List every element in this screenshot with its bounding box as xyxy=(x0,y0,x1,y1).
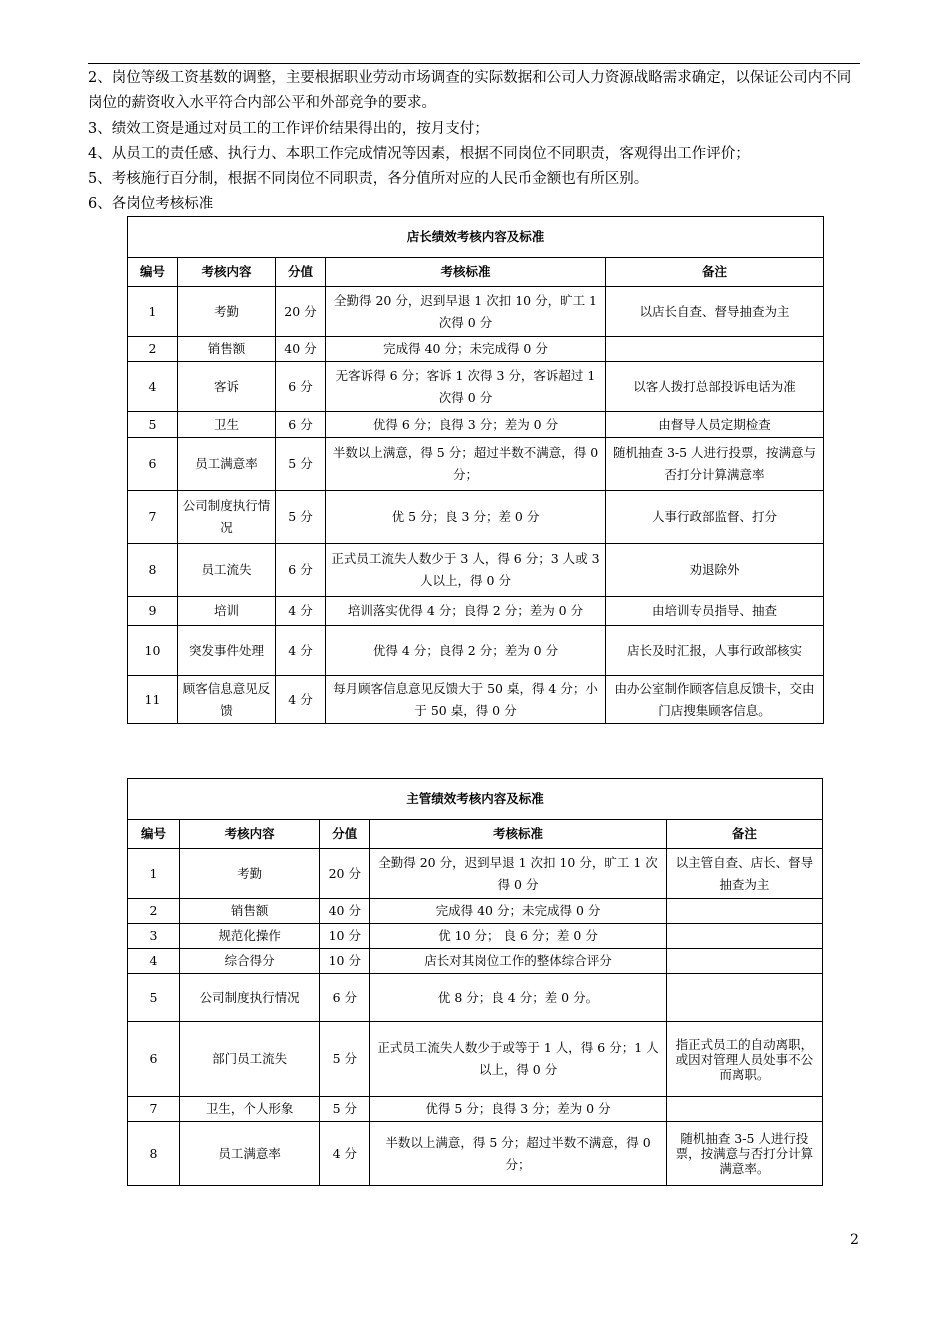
table-cell: 培训 xyxy=(178,597,276,626)
paragraph-2: 2、岗位等级工资基数的调整，主要根据职业劳动市场调查的实际数据和公司人力资源战略需求确定，以保证公司内不同岗位的薪资收入水平符合内部公平和外部竞争的要求。 xyxy=(88,70,852,111)
column-header: 备注 xyxy=(606,258,824,287)
table-cell: 规范化操作 xyxy=(180,924,320,949)
table-cell: 优得 6 分；良得 3 分；差为 0 分 xyxy=(326,412,606,438)
column-header: 分值 xyxy=(320,820,370,849)
table-cell: 6 xyxy=(128,438,178,491)
table-cell: 1 xyxy=(128,287,178,337)
paragraph-4: 4、从员工的责任感、执行力、本职工作完成情况等因素，根据不同岗位不同职责，客观得出工作评价； xyxy=(88,146,750,162)
table-cell: 客诉 xyxy=(178,362,276,412)
table-cell: 公司制度执行情况 xyxy=(180,974,320,1022)
table-cell: 销售额 xyxy=(178,337,276,362)
table-cell: 人事行政部监督、打分 xyxy=(606,491,824,544)
table-cell: 由督导人员定期检查 xyxy=(606,412,824,438)
store-manager-table xyxy=(127,216,824,724)
table-cell: 4 分 xyxy=(276,626,326,676)
table-cell: 4 xyxy=(128,949,180,974)
table-cell xyxy=(666,924,822,949)
table-cell: 卫生，个人形象 xyxy=(180,1097,320,1122)
table-caption: 主管绩效考核内容及标准 xyxy=(128,779,823,820)
table-cell: 6 分 xyxy=(276,412,326,438)
column-header: 考核内容 xyxy=(178,258,276,287)
table-cell: 5 xyxy=(128,412,178,438)
table-cell: 11 xyxy=(128,676,178,724)
table-cell: 6 分 xyxy=(276,362,326,412)
table-cell: 4 xyxy=(128,362,178,412)
table-cell: 每月顾客信息意见反馈大于 50 桌，得 4 分；小于 50 桌，得 0 分 xyxy=(326,676,606,724)
table-row xyxy=(128,1022,823,1097)
table-cell: 员工流失 xyxy=(178,544,276,597)
table-cell: 完成得 40 分；未完成得 0 分 xyxy=(326,337,606,362)
table-cell: 全勤得 20 分，迟到早退 1 次扣 10 分，旷工 1 次得 0 分 xyxy=(326,287,606,337)
table-cell: 店长及时汇报，人事行政部核实 xyxy=(606,626,824,676)
table-cell: 员工满意率 xyxy=(180,1122,320,1186)
table-cell: 10 分 xyxy=(320,949,370,974)
table-row xyxy=(128,412,824,438)
table-cell: 全勤得 20 分，迟到早退 1 次扣 10 分，旷工 1 次得 0 分 xyxy=(370,849,666,899)
paragraph-3: 3、绩效工资是通过对员工的工作评价结果得出的，按月支付； xyxy=(88,121,489,137)
table-row xyxy=(128,438,824,491)
table-cell: 半数以上满意，得 5 分；超过半数不满意，得 0 分； xyxy=(370,1122,666,1186)
table-cell: 6 分 xyxy=(320,974,370,1022)
table-cell: 1 xyxy=(128,849,180,899)
paragraph-5: 5、考核施行百分制，根据不同岗位不同职责，各分值所对应的人民币金额也有所区别。 xyxy=(88,171,649,187)
table-cell: 20 分 xyxy=(320,849,370,899)
table-cell: 以客人拨打总部投诉电话为准 xyxy=(606,362,824,412)
table-cell: 4 分 xyxy=(320,1122,370,1186)
table-cell xyxy=(666,974,822,1022)
table-cell: 培训落实优得 4 分；良得 2 分；差为 0 分 xyxy=(326,597,606,626)
table-cell xyxy=(666,1097,822,1122)
table-row xyxy=(128,899,823,924)
column-header: 考核内容 xyxy=(180,820,320,849)
table-cell: 10 分 xyxy=(320,924,370,949)
table-row xyxy=(128,544,824,597)
table-cell: 突发事件处理 xyxy=(178,626,276,676)
table-cell xyxy=(666,899,822,924)
table-cell: 4 分 xyxy=(276,597,326,626)
table-row xyxy=(128,626,824,676)
table-cell: 劝退除外 xyxy=(606,544,824,597)
table-cell: 2 xyxy=(128,337,178,362)
table-cell: 销售额 xyxy=(180,899,320,924)
table-cell: 店长对其岗位工作的整体综合评分 xyxy=(370,949,666,974)
table-cell: 优 10 分； 良 6 分；差 0 分 xyxy=(370,924,666,949)
table-cell: 4 分 xyxy=(276,676,326,724)
table-cell: 优 5 分；良 3 分；差 0 分 xyxy=(326,491,606,544)
header-rule xyxy=(88,63,860,64)
table-cell: 卫生 xyxy=(178,412,276,438)
table-cell: 顾客信息意见反馈 xyxy=(178,676,276,724)
table-cell: 半数以上满意，得 5 分；超过半数不满意，得 0 分； xyxy=(326,438,606,491)
table-cell: 随机抽查 3-5 人进行投票，按满意与否打分计算满意率。 xyxy=(666,1122,822,1186)
column-header: 考核标准 xyxy=(370,820,666,849)
table-cell: 6 分 xyxy=(276,544,326,597)
column-header: 分值 xyxy=(276,258,326,287)
table-cell: 由办公室制作顾客信息反馈卡，交由门店搜集顾客信息。 xyxy=(606,676,824,724)
table-row xyxy=(128,337,824,362)
table-cell: 5 分 xyxy=(276,438,326,491)
table-cell: 考勤 xyxy=(178,287,276,337)
table-row xyxy=(128,491,824,544)
table-cell: 8 xyxy=(128,1122,180,1186)
table-cell: 9 xyxy=(128,597,178,626)
table-cell: 优得 5 分；良得 3 分；差为 0 分 xyxy=(370,1097,666,1122)
column-header: 编号 xyxy=(128,820,180,849)
table-cell: 8 xyxy=(128,544,178,597)
table-row xyxy=(128,849,823,899)
table-row xyxy=(128,362,824,412)
table-row xyxy=(128,924,823,949)
table-cell: 由培训专员指导、抽查 xyxy=(606,597,824,626)
table-row xyxy=(128,287,824,337)
table-cell: 7 xyxy=(128,1097,180,1122)
supervisor-table xyxy=(127,778,823,1186)
table-cell: 5 xyxy=(128,974,180,1022)
table-cell: 5 分 xyxy=(276,491,326,544)
table-cell: 正式员工流失人数少于 3 人，得 6 分；3 人或 3 人以上，得 0 分 xyxy=(326,544,606,597)
table-row xyxy=(128,676,824,724)
table-cell: 优得 4 分；良得 2 分；差为 0 分 xyxy=(326,626,606,676)
page-number: 2 xyxy=(850,1232,859,1248)
column-header: 考核标准 xyxy=(326,258,606,287)
table-cell: 无客诉得 6 分；客诉 1 次得 3 分，客诉超过 1 次得 0 分 xyxy=(326,362,606,412)
table-cell: 7 xyxy=(128,491,178,544)
table-cell: 10 xyxy=(128,626,178,676)
table-cell: 正式员工流失人数少于或等于 1 人，得 6 分；1 人以上，得 0 分 xyxy=(370,1022,666,1097)
table-cell: 完成得 40 分；未完成得 0 分 xyxy=(370,899,666,924)
table-row xyxy=(128,974,823,1022)
table-cell: 5 分 xyxy=(320,1022,370,1097)
table-row xyxy=(128,949,823,974)
column-header: 备注 xyxy=(666,820,822,849)
table-row xyxy=(128,1122,823,1186)
table-row xyxy=(128,597,824,626)
table-cell: 6 xyxy=(128,1022,180,1097)
table-cell xyxy=(606,337,824,362)
table-cell: 20 分 xyxy=(276,287,326,337)
table-cell: 指正式员工的自动离职，或因对管理人员处事不公而离职。 xyxy=(666,1022,822,1097)
table-cell: 以主管自查、店长、督导抽查为主 xyxy=(666,849,822,899)
table-cell: 3 xyxy=(128,924,180,949)
paragraph-6: 6、各岗位考核标准 xyxy=(88,196,214,212)
table-cell: 40 分 xyxy=(320,899,370,924)
table-cell: 40 分 xyxy=(276,337,326,362)
table-cell: 以店长自查、督导抽查为主 xyxy=(606,287,824,337)
table-cell xyxy=(666,949,822,974)
column-header: 编号 xyxy=(128,258,178,287)
table-cell: 公司制度执行情况 xyxy=(178,491,276,544)
table-cell: 部门员工流失 xyxy=(180,1022,320,1097)
table-cell: 考勤 xyxy=(180,849,320,899)
table-cell: 2 xyxy=(128,899,180,924)
table-caption: 店长绩效考核内容及标准 xyxy=(128,217,824,258)
table-cell: 5 分 xyxy=(320,1097,370,1122)
table-cell: 综合得分 xyxy=(180,949,320,974)
table-cell: 优 8 分；良 4 分；差 0 分。 xyxy=(370,974,666,1022)
table-row xyxy=(128,1097,823,1122)
table-cell: 员工满意率 xyxy=(178,438,276,491)
table-cell: 随机抽查 3-5 人进行投票，按满意与否打分计算满意率 xyxy=(606,438,824,491)
